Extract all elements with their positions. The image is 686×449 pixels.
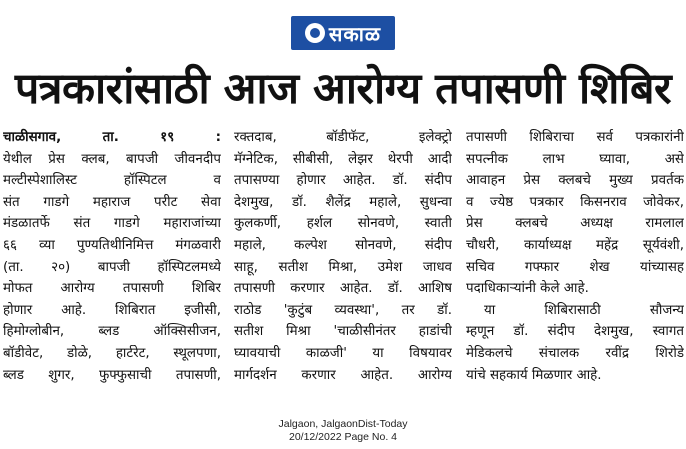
- sakal-logo-icon: [305, 23, 325, 43]
- text-line: सतीश मिश्रा 'चाळीसीनंतर हाडांची: [234, 324, 452, 340]
- text-line: रक्तदाब, बॉडीफॅट, इलेक्ट्रो: [234, 130, 452, 145]
- source-date-page: 20/12/2022 Page No. 4: [288, 431, 397, 443]
- text-line: तपासण्या होणार आहेत. डॉ. संदीप: [234, 173, 452, 189]
- text-line: (ता. २०) बापजी हॉस्पिटलमध्ये: [3, 259, 221, 275]
- text-line: मार्गदर्शन करणार आहेत. आरोग्य: [234, 367, 452, 383]
- text-line: व ज्येष्ठ पत्रकार किसनराव जोवेकर,: [466, 194, 684, 210]
- text-line: कुलकर्णी, हर्शल सोनवणे, स्वाती: [234, 216, 452, 232]
- article-column-2: [234, 127, 452, 386]
- text-line: ६६ व्या पुण्यतिथीनिमित्त मंगळवारी: [3, 237, 221, 253]
- text-line: मंडळातर्फे संत गाडगे महाराजांच्या: [3, 216, 221, 232]
- text-line: तपासणी शिबिराचा सर्व पत्रकारांनी: [466, 130, 684, 145]
- text-line: हिमोग्लोबीन, ब्लड ऑक्सिसीजन,: [3, 324, 221, 340]
- text-line: देशमुख, डॉ. शैलेंद्र महाले, सुधन्वा: [234, 194, 452, 210]
- source-edition: Jalgaon, JalgaonDist-Today: [278, 418, 408, 430]
- text-line: मॅग्नेटिक, सीबीसी, लेझर थेरपी आदी: [234, 151, 452, 167]
- article-headline: पत्रकारांसाठी आज आरोग्य तपासणी शिबिर: [14, 64, 672, 114]
- source-footer: [0, 418, 686, 444]
- text-line: होणार आहे. शिबिरात इजीसी,: [3, 302, 221, 318]
- text-line: ब्लड शुगर, फुफ्फुसाची तपासणी,: [3, 367, 221, 383]
- text-line: आवाहन प्रेस क्लबचे मुख्य प्रवर्तक: [466, 173, 684, 189]
- article-column-3: [466, 127, 684, 386]
- text-line: येथील प्रेस क्लब, बापजी जीवनदीप: [3, 151, 221, 167]
- text-line: राठोड 'कुटुंब व्यवस्था', तर डॉ.: [234, 302, 452, 318]
- text-line: बॉडीवेट, डोळे, हार्टरेट, स्थूलपणा,: [3, 345, 221, 361]
- text-line: चौधरी, कार्याध्यक्ष महेंद्र सूर्यवंशी,: [466, 237, 684, 253]
- text-line: प्रेस क्लबचे अध्यक्ष रामलाल: [466, 216, 684, 232]
- text-line: म्हणून डॉ. संदीप देशमुख, स्वागत: [466, 324, 684, 340]
- text-line: सपत्नीक लाभ घ्यावा, असे: [466, 151, 684, 167]
- text-line: मेडिकलचे संचालक रवींद्र शिरोडे: [466, 345, 684, 361]
- text-line: मल्टीस्पेशालिस्ट हॉस्पिटल व: [3, 173, 221, 189]
- text-line: घ्यावयाची काळजी' या विषयावर: [234, 345, 452, 361]
- dateline: चाळीसगाव, ता. १९ :: [3, 130, 221, 145]
- text-line: तपासणी करणार आहेत. डॉ. आशिष: [234, 281, 452, 297]
- text-line: सचिव गफ्फार शेख यांच्यासह: [466, 259, 684, 275]
- text-line: मोफत आरोग्य तपासणी शिबिर: [3, 281, 221, 297]
- newspaper-masthead: [291, 16, 395, 50]
- text-line: संत गाडगे महाराज परीट सेवा: [3, 194, 221, 210]
- text-line: पदाधिकाऱ्यांनी केले आहे.: [466, 281, 589, 297]
- article-column-1: [3, 127, 221, 386]
- masthead-name: सकाळ: [328, 21, 382, 46]
- text-line: साहू, सतीश मिश्रा, उमेश जाधव: [234, 259, 452, 275]
- text-line: यांचे सहकार्य मिळणार आहे.: [466, 367, 602, 383]
- text-line: या शिबिरासाठी सौजन्य: [484, 302, 684, 318]
- text-line: महाले, कल्पेश सोनवणे, संदीप: [234, 237, 452, 253]
